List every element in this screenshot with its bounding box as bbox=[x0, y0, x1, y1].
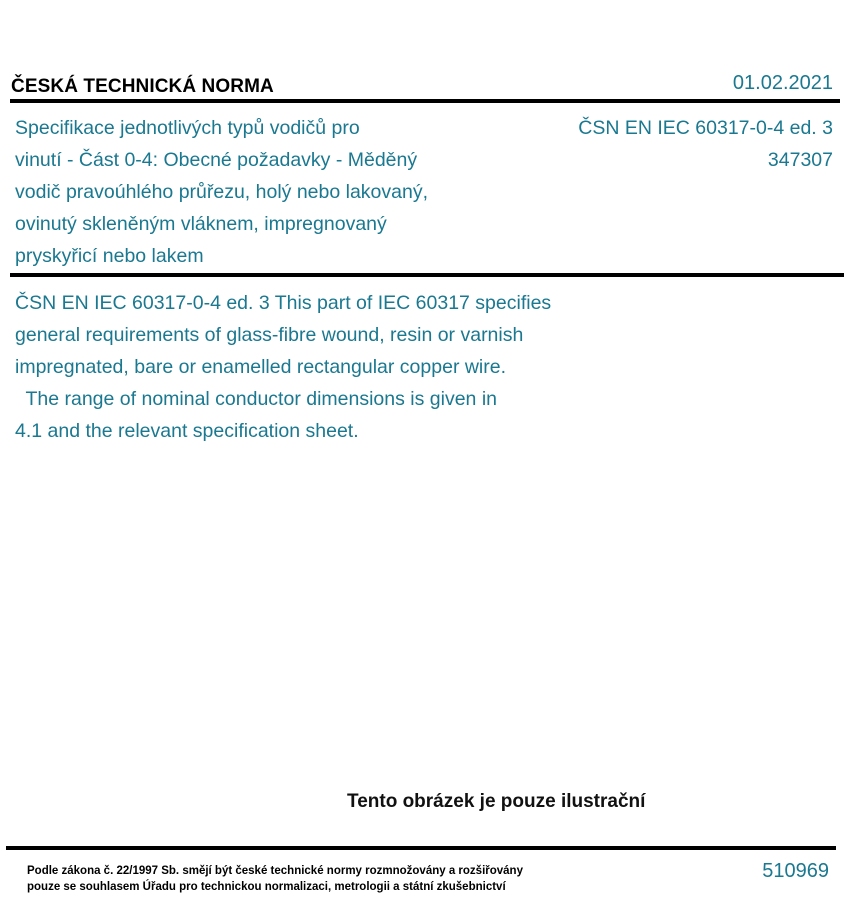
standard-title-line: vodič pravoúhlého průřezu, holý nebo lakovaný, bbox=[15, 181, 429, 203]
standard-title-line: ovinutý skleněným vláknem, impregnovaný bbox=[15, 213, 387, 235]
header-divider bbox=[10, 99, 840, 103]
abstract-line: ČSN EN IEC 60317-0-4 ed. 3 This part of IEC 60317 specifies bbox=[15, 292, 552, 314]
standard-title-line: pryskyřicí nebo lakem bbox=[15, 245, 204, 267]
standard-title bbox=[15, 112, 515, 272]
footer-divider bbox=[6, 846, 836, 850]
page-title: ČESKÁ TECHNICKÁ NORMA bbox=[11, 76, 274, 97]
abstract bbox=[15, 287, 655, 447]
legal-notice bbox=[27, 863, 523, 895]
legal-notice-line: pouze se souhlasem Úřadu pro technickou normalizaci, metrologii a státní zkušebnictví bbox=[27, 881, 506, 893]
abstract-line: general requirements of glass-fibre wound, resin or varnish bbox=[15, 324, 524, 346]
standard-title-line: vinutí - Část 0-4: Obecné požadavky - Měděný bbox=[15, 149, 418, 171]
abstract-line: impregnated, bare or enamelled rectangular copper wire. bbox=[15, 356, 507, 378]
abstract-line: The range of nominal conductor dimensions is given in bbox=[15, 388, 497, 410]
standard-reference bbox=[578, 112, 833, 176]
standard-designation: ČSN EN IEC 60317-0-4 ed. 3 bbox=[578, 117, 833, 139]
publication-date: 01.02.2021 bbox=[732, 72, 833, 94]
catalog-number: 347307 bbox=[767, 149, 833, 171]
standard-title-line: Specifikace jednotlivých typů vodičů pro bbox=[15, 117, 360, 139]
abstract-line: 4.1 and the relevant specification sheet. bbox=[15, 420, 359, 442]
title-divider bbox=[10, 273, 844, 277]
illustration-note: Tento obrázek je pouze ilustrační bbox=[347, 791, 646, 812]
document-number: 510969 bbox=[762, 860, 829, 882]
legal-notice-line: Podle zákona č. 22/1997 Sb. smějí být české technické normy rozmnožovány a rozšiřovány bbox=[27, 865, 523, 877]
